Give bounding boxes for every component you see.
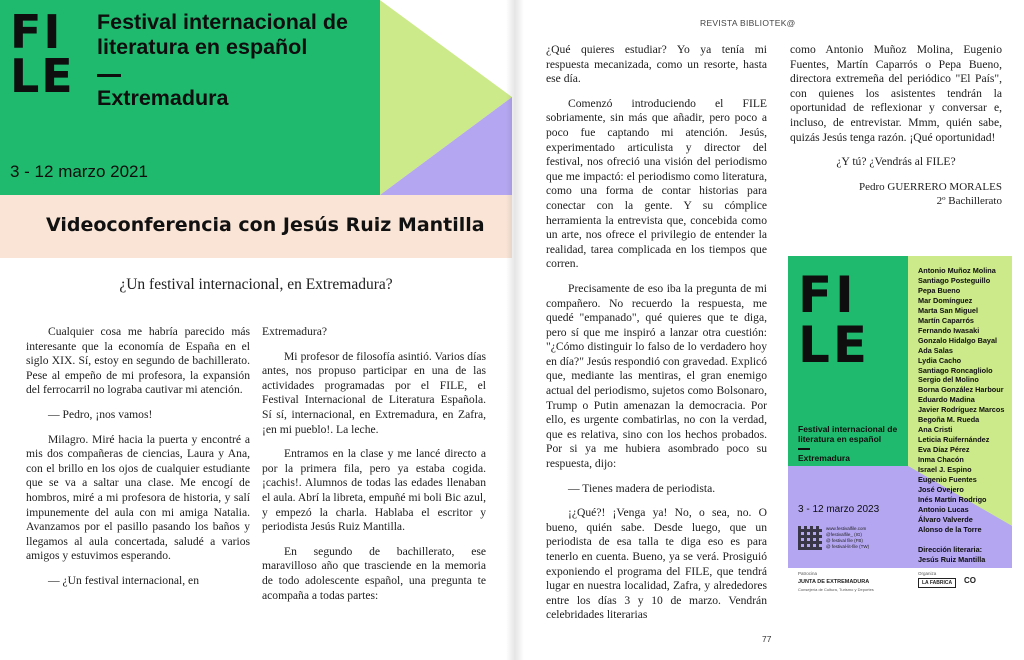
qr-code-icon [798,526,822,550]
paragraph-continuation: Extremadura? [262,325,328,338]
paragraph: ¡¿Qué?! ¡Venga ya! No, o sea, no. O bueno, quién sabe. Desde luego, que un periodista de esa talla te diga eso es para tenerlo en cuenta. Bueno, ya se verá. Prosiguió exponiendo el programa del FILE, que tendrá lugar en nuestra localidad, Zafra, y alrededores entre los días 3 y 10 de marzo. Vendrán celebridades literarias [546,506,767,622]
guest-name: Israel J. Espino [918,465,972,475]
junta-logo: JUNTA DE EXTREMADURA [798,579,870,585]
page-gutter [506,0,524,660]
social-link: @ festival-lit-file (TW) [826,544,870,549]
guest-name: Begoña M. Rueda [918,415,980,425]
author-course: 2º Bachillerato [936,194,1002,207]
poster-file-logo [798,266,898,374]
paragraph: Comenzó introduciendo el FILE sobriamente, sin más que añadir, pero poco a poco fue captando mi atención. Jesús, experimentado articulista y director del festival, nos ofreció una visión del periodismo que me impactó: el periodismo como literatura, como una forma de contar historias para conectar con la gente. Y su cómplice herramienta la entrevista que, concebida como un arte, nos ofrece el privilegio de entender la realidad, tarea complicada en los tiempos que corren. [546,96,767,271]
guest-name: Martín Caparrós [918,315,974,325]
festival-dates: 3 - 12 marzo 2021 [10,162,148,181]
poster-title-rule [798,448,810,450]
guest-name: Santiago Roncagliolo [918,365,993,375]
guest-name: Sergio del Molino [918,375,979,385]
organizer-label: Organiza [918,571,937,576]
guest-name: Eduardo Madina [918,395,975,405]
file-logo [10,5,90,103]
guest-name: Lydia Cacho [918,355,962,365]
guest-name: Álvaro Valverde [918,514,973,524]
social-link: @festivalfile_ (IG) [826,532,862,537]
guest-name: Pepa Bueno [918,285,961,295]
sponsor-label: Patrocina [798,571,818,576]
guest-name: Inés Martín Rodrigo [918,494,987,504]
social-link: @ festival file (FB) [826,538,863,543]
guest-name: Santiago Posteguillo [918,275,991,285]
paragraph-continuation: como Antonio Muñoz Molina, Eugenio Fuentes, Martín Caparrós o Pepa Bueno, directora extremeña del periódico "El País", con quienes los asistentes tendrán la oportunidad de reflexionar y conversar e, incluso, de entrevistar. Mmm, quién sabe, quizás Jesús tenga razón. ¡Qué oportunidad! [790,43,1002,144]
guest-name: Javier Rodríguez Marcos [918,405,1005,415]
header-triangle-graphic [380,0,512,195]
dialog-line: — ¿Un festival internacional, en [48,573,199,587]
logo-letters-bottom: LE [10,49,75,103]
poster-social-links [826,526,869,550]
paragraph: Entramos en la clase y me lancé directo a por la primera fila, pero ya estaba cogida. ¡cachis!. Alumnos de todas las edades llenaban el aula. Abrí la libreta, empuñé mi boli Bic azul, y empezó la charla. Hablaba el escritor y periodista Jesús Ruiz Mantilla. [262,447,486,534]
guest-name: Gonzalo Hidalgo Bayal [918,335,998,345]
poster-guest-list [918,266,1012,565]
guest-name: Antonio Lucas [918,504,969,514]
dialog-line: — Pedro, ¡nos vamos! [48,407,153,421]
guest-name: Alonso de la Torre [918,524,982,534]
organizer-mark-logo: CO [964,576,976,585]
author-signature [790,180,1002,208]
poster-logo-bottom: LE [798,316,871,374]
author-name: Pedro GUERRERO MORALES [858,180,1002,193]
director-label: Dirección literaria: [918,544,983,554]
guest-name: Ada Salas [918,345,953,355]
title-rule [97,74,121,77]
paragraph: Milagro. Miré hacia la puerta y encontré a mis dos compañeras de ciencias, Laura y Ana, con el brillo en los ojos de cualquier estudiante que se va a saltar una clase. Me encogí de hombros, miré a mi profesora de historia, y salí impunemente del aula con mi amiga Natalia. Avanzamos por el pasillo pasando los baños y llegamos al aula concertada, saludé a varios amigos y estuvimos esperando. [26,432,250,563]
article-column-3 [546,43,767,633]
guest-name: Ana Cristi [918,425,953,435]
running-head: REVISTA BIBLIOTEK@ [700,18,796,28]
article-column-4 [790,43,1002,208]
guest-name: José Ovejero [918,484,964,494]
poster-region: Extremadura [798,453,850,463]
poster-title: Festival internacional de literatura en español [798,424,898,444]
poster-logo-top: FI [798,266,857,324]
festival-region: Extremadura [97,86,229,110]
social-link: www.festivalfile.com [826,526,867,531]
la-fabrica-logo: LA FABRICA [918,578,956,588]
festival-header [0,0,512,258]
dialog-line: — Tienes madera de periodista. [568,481,716,495]
guest-name: Inma Chacón [918,455,964,465]
festival-poster [788,256,1012,608]
paragraph: Mi profesor de filosofía asintió. Varios días antes, nos propuso participar en una de las actividades programadas por el FILE, el Festival Internacional de Literatura Española. Sí sí, internacional, en Extremadura, en Zafra, ¡en mi pueblo!. La leche. [262,349,486,436]
paragraph-continuation: ¿Qué quieres estudiar? Yo ya tenía mi respuesta mecanizada, como un resorte, hasta ese día. [546,43,767,86]
director-name: Jesús Ruiz Mantilla [918,554,986,564]
closing-question: ¿Y tú? ¿Vendrás al FILE? [836,155,956,169]
guest-name: Fernando Iwasaki [918,325,980,335]
page-number: 77 [762,634,772,644]
paragraph: Precisamente de eso iba la pregunta de mi compañero. No recuerdo la respuesta, me quedé "empanado", qué quieres que te diga, pero sí que me inspiró a lanzar otra cuestión: "¿Cómo distinguir lo falso de lo verdadero hoy en día?" Jesús respondió con gravedad. Explicó que, mediante las mentiras, el gran enemigo actual del periodismo, sujetos como Bolsonaro, Trump o Putin amenazan la democracia. Por ello, es urgente combatirlas, no con la verdad, que es relativa, sino con los hechos probados. Por si ya me hubiera asombrado poco su respuesta, dijo: [546,281,767,471]
guest-name: Antonio Muñoz Molina [918,266,996,275]
festival-title: Festival internacional de literatura en español [97,10,348,59]
article-subtitle: ¿Un festival internacional, en Extremadura? [119,276,393,293]
guest-name: Mar Domínguez [918,295,973,305]
paragraph: Cualquier cosa me habría parecido más interesante que la economía de España en el siglo XIX. Sí, estoy en segundo de bachillerato. Pese al empeño de mi profesora, la expansión del ferrocarril no lograba cautivar mi atención. [26,325,250,397]
guest-name: Marta San Miguel [918,305,979,315]
junta-department: Consejería de Cultura, Turismo y Deportes [798,587,874,592]
poster-dates: 3 - 12 marzo 2023 [798,504,880,515]
article-column-1 [26,325,250,599]
guest-name: Leticia Ruifernández [918,435,990,445]
paragraph: En segundo de bachillerato, ese maravilloso año que trasciende en la memoria de todo adolescente español, una pregunta te acompaña a todas partes: [262,544,486,602]
article-column-2 [262,325,486,613]
guest-name: Eugenio Fuentes [918,475,977,485]
article-title: Videoconferencia con Jesús Ruiz Mantilla [46,214,485,236]
logo-letters-top: FI [10,5,63,59]
guest-name: Borna González Harbour [918,385,1004,395]
guest-name: Eva Díaz Pérez [918,445,970,455]
